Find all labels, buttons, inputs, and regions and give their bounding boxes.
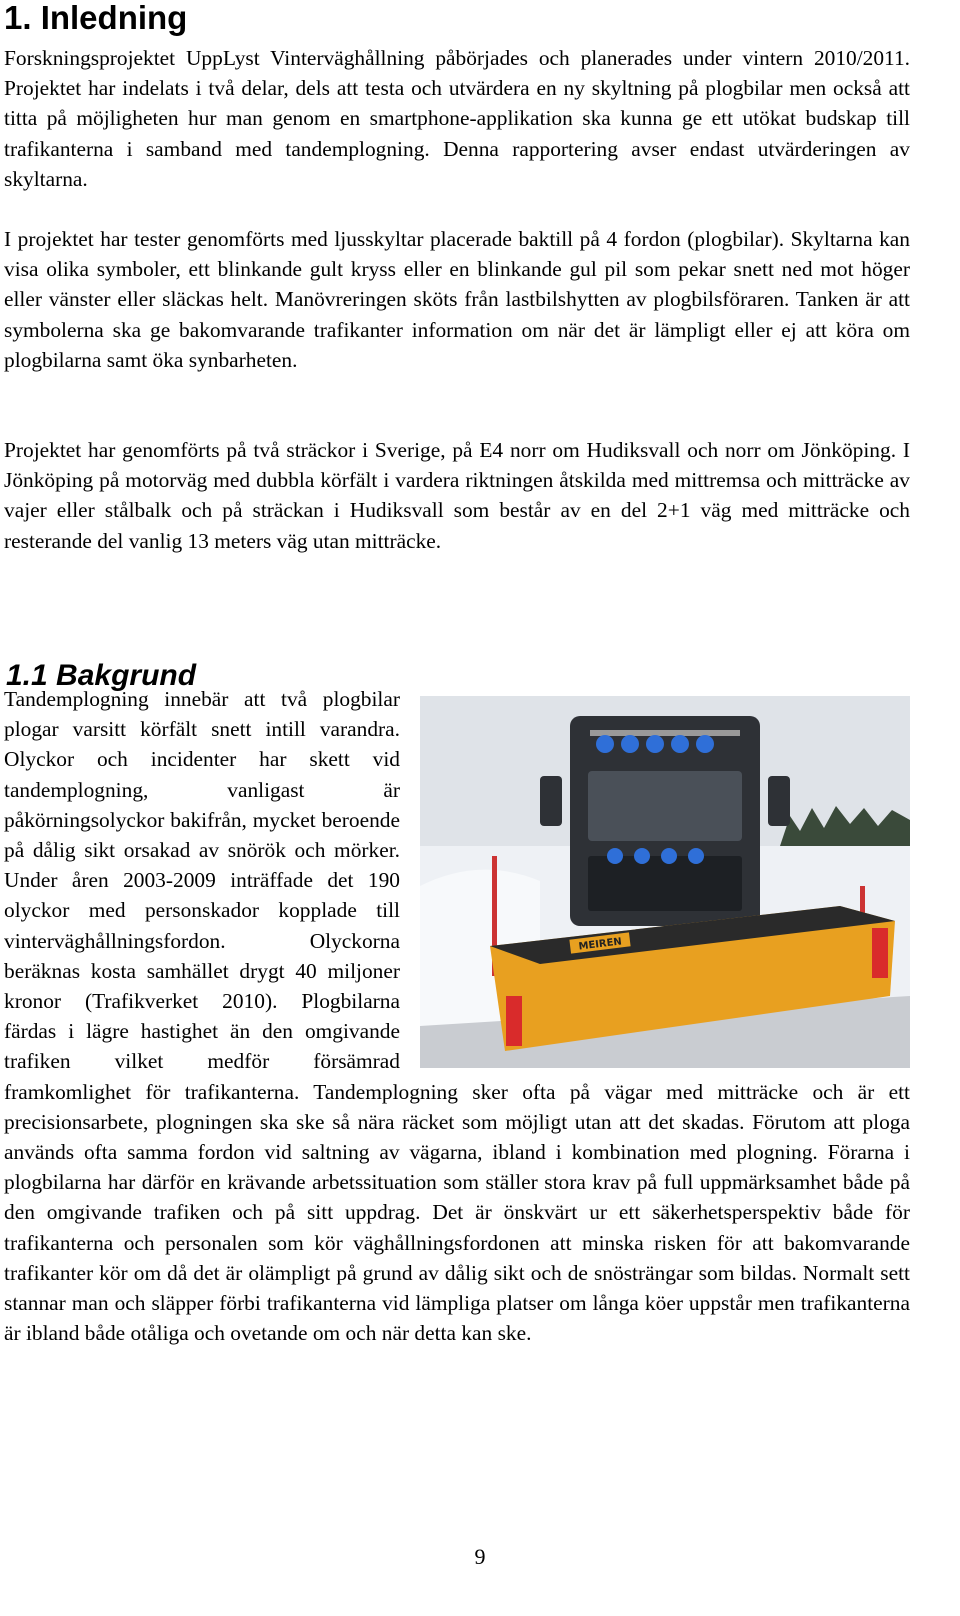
roof-light (596, 735, 614, 753)
section-heading-bakgrund: 1.1 Bakgrund (6, 659, 197, 692)
plow-brand-label: MEIREN (577, 936, 623, 953)
roof-light (621, 735, 639, 753)
page-number: 9 (474, 1544, 486, 1569)
paragraph-intro-2: I projektet har tester genomförts med ljusskyltar placerade baktill på 4 fordon (plogbilar). Skyltarna kan visa olika symboler, ett blinkande gult kryss eller en blinkande gul pil som pekar snett ned mot höger eller vänster eller släckas helt. Manövreringen sköts från lastbilshytten av plogbilsföraren. Tanken är att symbolerna ska ge bakomvarande trafikanter information om när det är lämpligt eller ej att köra om plogbilarna samt öka synbarheten. (4, 227, 910, 372)
roof-light (646, 735, 664, 753)
windshield (588, 771, 742, 841)
roof-light (696, 735, 714, 753)
front-light (607, 848, 623, 864)
roof-light (671, 735, 689, 753)
grille (588, 856, 742, 911)
plow-corner-marker (506, 996, 522, 1046)
front-light (634, 848, 650, 864)
bakgrund-block (4, 684, 910, 1348)
plow-corner-marker (872, 928, 888, 978)
snowplow-truck-photo (420, 696, 910, 1068)
snowplow-truck-illustration (420, 696, 910, 1068)
left-mirror (540, 776, 562, 826)
right-mirror (768, 776, 790, 826)
paragraph-intro-1: Forskningsprojektet UppLyst Vinterväghållning påbörjades och planerades under vintern 2010/2011. Projektet har indelats i två delar, dels att testa och utvärdera en ny skyltning på plogbilar men också att titta på möjligheten hur man genom en smartphone-applikation ska kunna ge ett utökat budskap till trafikanterna i samband med tandemplogning. Denna rapportering avser endast utvärderingen av skyltarna. (4, 46, 910, 191)
front-light (688, 848, 704, 864)
light-bar (590, 730, 740, 736)
front-light (661, 848, 677, 864)
section-heading-inledning: 1. Inledning (4, 0, 188, 36)
paragraph-intro-3: Projektet har genomförts på två sträckor i Sverige, på E4 norr om Hudiksvall och norr om Jönköping. I Jönköping på motorväg med dubbla körfält i vardera riktningen åtskilda med mittremsa och mitträcke av vajer eller stålbalk och på sträckan i Hudiksvall som består av en del 2+1 väg med mitträcke och resterande del vanlig 13 meters väg utan mitträcke. (4, 438, 910, 553)
paragraph-bakgrund: Tandemplogning innebär att två plogbilar plogar varsitt körfält snett intill varandra. Olyckor och incidenter har skett vid tandemplogning, vanligast är påkörningsolyckor bakifrån, mycket beroende på dålig sikt orsakad av snörök och mörker. Under åren 2003-2009 inträffade det 190 olyckor med personskador kopplade till vinterväghållningsfordon. Olyckorna beräknas kosta samhället drygt 40 miljoner kronor (Trafikverket 2010). Plogbilarna färdas i lägre hastighet än den omgivande trafiken vilket medför försämrad framkomlighet för trafikanterna. Tandemplogning sker ofta på vägar med mitträcke och är ett precisionsarbete, plogningen ska ske så nära räcket som möjligt utan att det skadas. Förutom att ploga används ofta samma fordon vid saltning av vägarna, ibland i kombination med plogning. Förarna i plogbilarna har därför en krävande arbetssituation som ställer stora krav på full uppmärksamhet både på den omgivande trafiken och på sitt uppdrag. Det är önskvärt ur ett säkerhetsperspektiv både för trafikanterna och personalen som kör väghållningsfordonen att minska risken för att bakomvarande trafikanter kör om då det är olämpligt på grund av dålig sikt och de snösträngar som bildas. Normalt sett stannar man och släpper förbi trafikanterna vid lämpliga platser om långa köer uppstår men trafikanterna är ibland både otåliga och ovetande om och när detta kan ske. (4, 687, 910, 1346)
